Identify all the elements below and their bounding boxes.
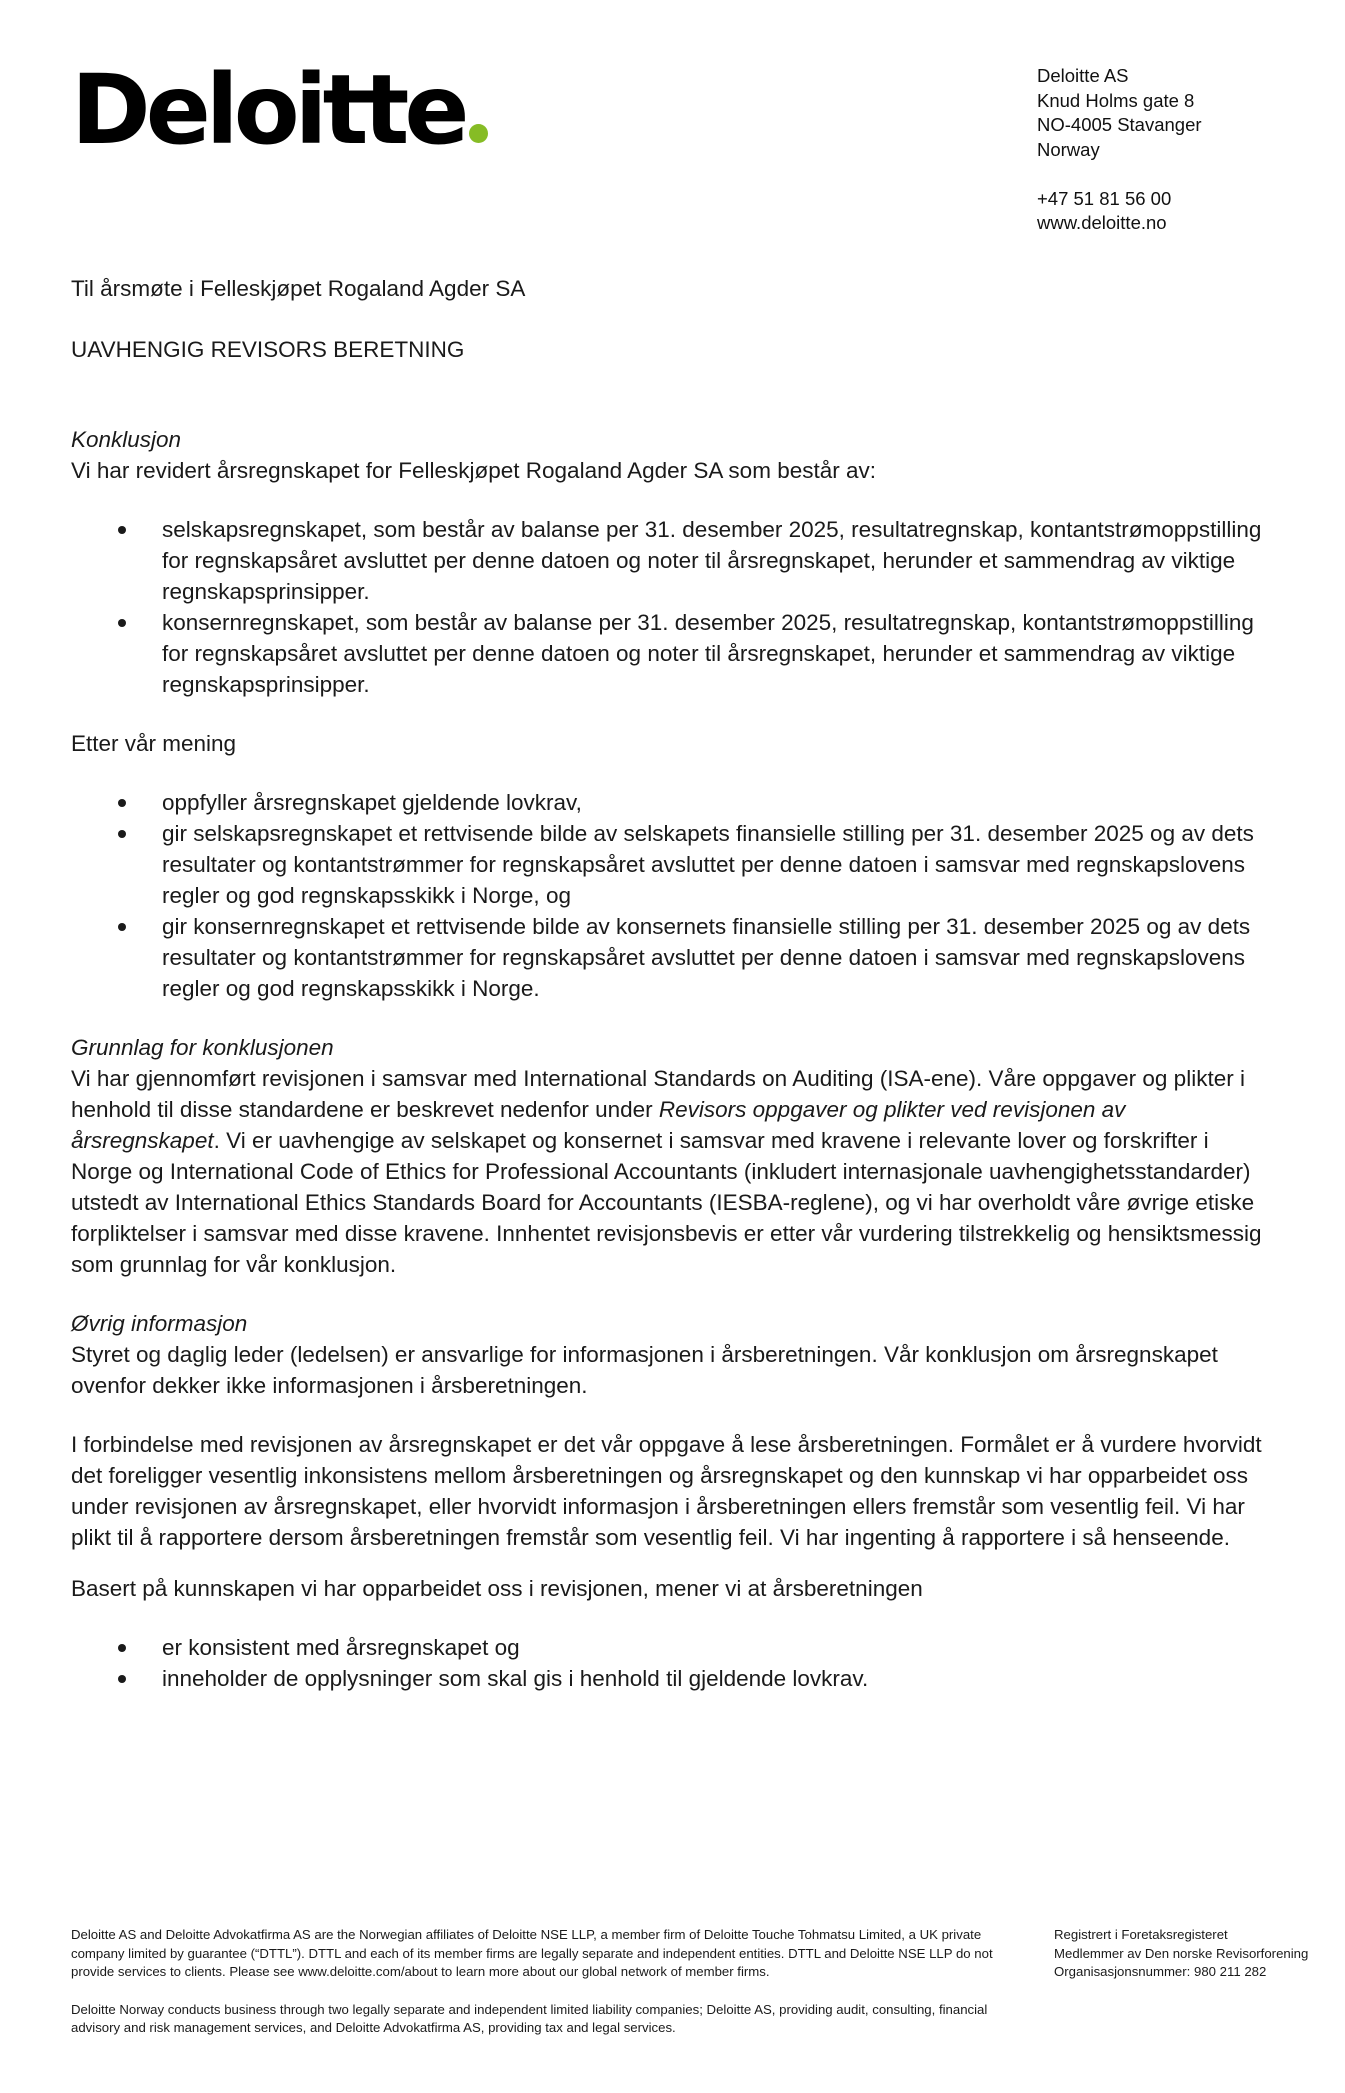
section-heading-ovrig: Øvrig informasjon bbox=[71, 1311, 248, 1336]
recipient: Til årsmøte i Felleskjøpet Rogaland Agder SA bbox=[71, 276, 526, 301]
website-link[interactable]: www.deloitte.no bbox=[1037, 212, 1167, 233]
deloitte-logo bbox=[71, 54, 488, 166]
footer-registration-line: Organisasjonsnummer: 980 211 282 bbox=[1054, 1964, 1267, 1979]
section-heading-grunnlag: Grunnlag for konklusjonen bbox=[71, 1035, 334, 1060]
list-item: gir selskapsregnskapet et rettvisende bilde av selskapets finansielle stilling per 31. desember 2025 og av dets resultater og kontantstrømmer for regnskapsåret avsluttet per denne datoen i samsvar med regnskapslovens regler og god regnskapsskikk i Norge, og bbox=[71, 818, 1271, 911]
opinion-list bbox=[71, 787, 1271, 1004]
address-line: Knud Holms gate 8 bbox=[1037, 89, 1195, 111]
list-item: selskapsregnskapet, som består av balanse per 31. desember 2025, resultatregnskap, kontantstrømoppstilling for regnskapsåret avsluttet per denne datoen og noter til årsregnskapet, herunder et sammendrag av viktige regnskapsprinsipper. bbox=[71, 514, 1271, 607]
konklusjon-intro: Vi har revidert årsregnskapet for Felleskjøpet Rogaland Agder SA som består av: bbox=[71, 458, 876, 483]
footer-registration-line: Registrert i Foretaksregisteret bbox=[1054, 1927, 1228, 1942]
footer-legal-text: Deloitte AS and Deloitte Advokatfirma AS are the Norwegian affiliates of Deloitte NSE LLP, a member firm of Deloitte Touche Tohmatsu Limited, a UK private company limited by guarantee (“DTTL”). DTTL and each of its member firms are legally separate and independent entities. DTTL and Deloitte NSE LLP do not provide services to clients. Please see www.deloitte.com/about to learn more about our global network of member firms. bbox=[71, 1927, 993, 1979]
footer-registration bbox=[1054, 1926, 1344, 1982]
grunnlag-text-2: . Vi er uavhengige av selskapet og konsernet i samsvar med kravene i relevante lover og forskrifter i Norge og International Code of Ethics for Professional Accountants (inkludert internasjonale uavhengighetsstandarder) utstedt av International Ethics Standards Board for Accountants (IESBA-reglene), og vi har overholdt våre øvrige etiske forpliktelser i samsvar med disse kravene. Innhentet revisjonsbevis er etter vår vurdering tilstrekkelig og hensiktsmessig som grunnlag for vår konklusjon. bbox=[71, 1128, 1262, 1277]
letter-body bbox=[71, 273, 1271, 1694]
list-item: oppfyller årsregnskapet gjeldende lovkrav, bbox=[71, 787, 1271, 818]
address-line: Deloitte AS bbox=[1037, 65, 1129, 86]
sender-address bbox=[1037, 64, 1202, 236]
opinion-intro: Etter vår mening bbox=[71, 731, 237, 756]
logo-text: Deloitte bbox=[71, 54, 465, 166]
ovrig-paragraph-3: Basert på kunnskapen vi har opparbeidet oss i revisjonen, mener vi at årsberetningen bbox=[71, 1576, 923, 1601]
list-item: inneholder de opplysninger som skal gis i henhold til gjeldende lovkrav. bbox=[71, 1663, 1271, 1694]
list-item: konsernregnskapet, som består av balanse per 31. desember 2025, resultatregnskap, kontantstrømoppstilling for regnskapsåret avsluttet per denne datoen og noter til årsregnskapet, herunder et sammendrag av viktige regnskapsprinsipper. bbox=[71, 607, 1271, 700]
address-line: NO-4005 Stavanger bbox=[1037, 114, 1202, 135]
list-item: gir konsernregnskapet et rettvisende bilde av konsernets finansielle stilling per 31. desember 2025 og av dets resultater og kontantstrømmer for regnskapsåret avsluttet per denne datoen i samsvar med regnskapslovens regler og god regnskapsskikk i Norge. bbox=[71, 911, 1271, 1004]
report-title: UAVHENGIG REVISORS BERETNING bbox=[71, 337, 465, 362]
page-footer bbox=[71, 1926, 1331, 2038]
annual-report-opinion-list bbox=[71, 1632, 1271, 1694]
grunnlag-text-1: Vi har gjennomført revisjonen i samsvar med International Standards on Auditing (ISA-ene). Våre oppgaver og plikter i henhold til disse standardene er beskrevet nedenfor under bbox=[71, 1066, 1245, 1122]
footer-registration-line: Medlemmer av Den norske Revisorforening bbox=[1054, 1945, 1309, 1961]
logo-dot-icon bbox=[469, 124, 488, 143]
section-heading-konklusjon: Konklusjon bbox=[71, 427, 182, 452]
address-line: Norway bbox=[1037, 138, 1100, 160]
ovrig-paragraph-2: I forbindelse med revisjonen av årsregnskapet er det vår oppgave å lese årsberetningen. Formålet er å vurdere hvorvidt det foreligger vesentlig inkonsistens mellom årsberetningen og årsregnskapet og den kunnskap vi har opparbeidet oss under revisjonen av årsregnskapet, eller hvorvidt informasjon i årsberetningen ellers fremstår som vesentlig feil. Vi har plikt til å rapportere dersom årsberetningen fremstår som vesentlig feil. Vi har ingenting å rapportere i så henseende. bbox=[71, 1432, 1262, 1550]
grunnlag-text-italic: Revisors oppgaver og plikter ved revisjonen av årsregnskapet bbox=[71, 1097, 1126, 1153]
audited-statements-list bbox=[71, 514, 1271, 700]
phone-number: +47 51 81 56 00 bbox=[1037, 187, 1172, 209]
list-item: er konsistent med årsregnskapet og bbox=[71, 1632, 1271, 1663]
ovrig-paragraph-1: Styret og daglig leder (ledelsen) er ansvarlige for informasjonen i årsberetningen. Vår konklusjon om årsregnskapet ovenfor dekker ikke informasjonen i årsberetningen. bbox=[71, 1342, 1218, 1398]
grunnlag-paragraph bbox=[71, 1063, 1271, 1280]
footer-business-text: Deloitte Norway conducts business through two legally separate and independent limited liability companies; Deloitte AS, providing audit, consulting, financial advisory and risk management services, and Deloitte Advokatfirma AS, providing tax and legal services. bbox=[71, 2001, 988, 2035]
